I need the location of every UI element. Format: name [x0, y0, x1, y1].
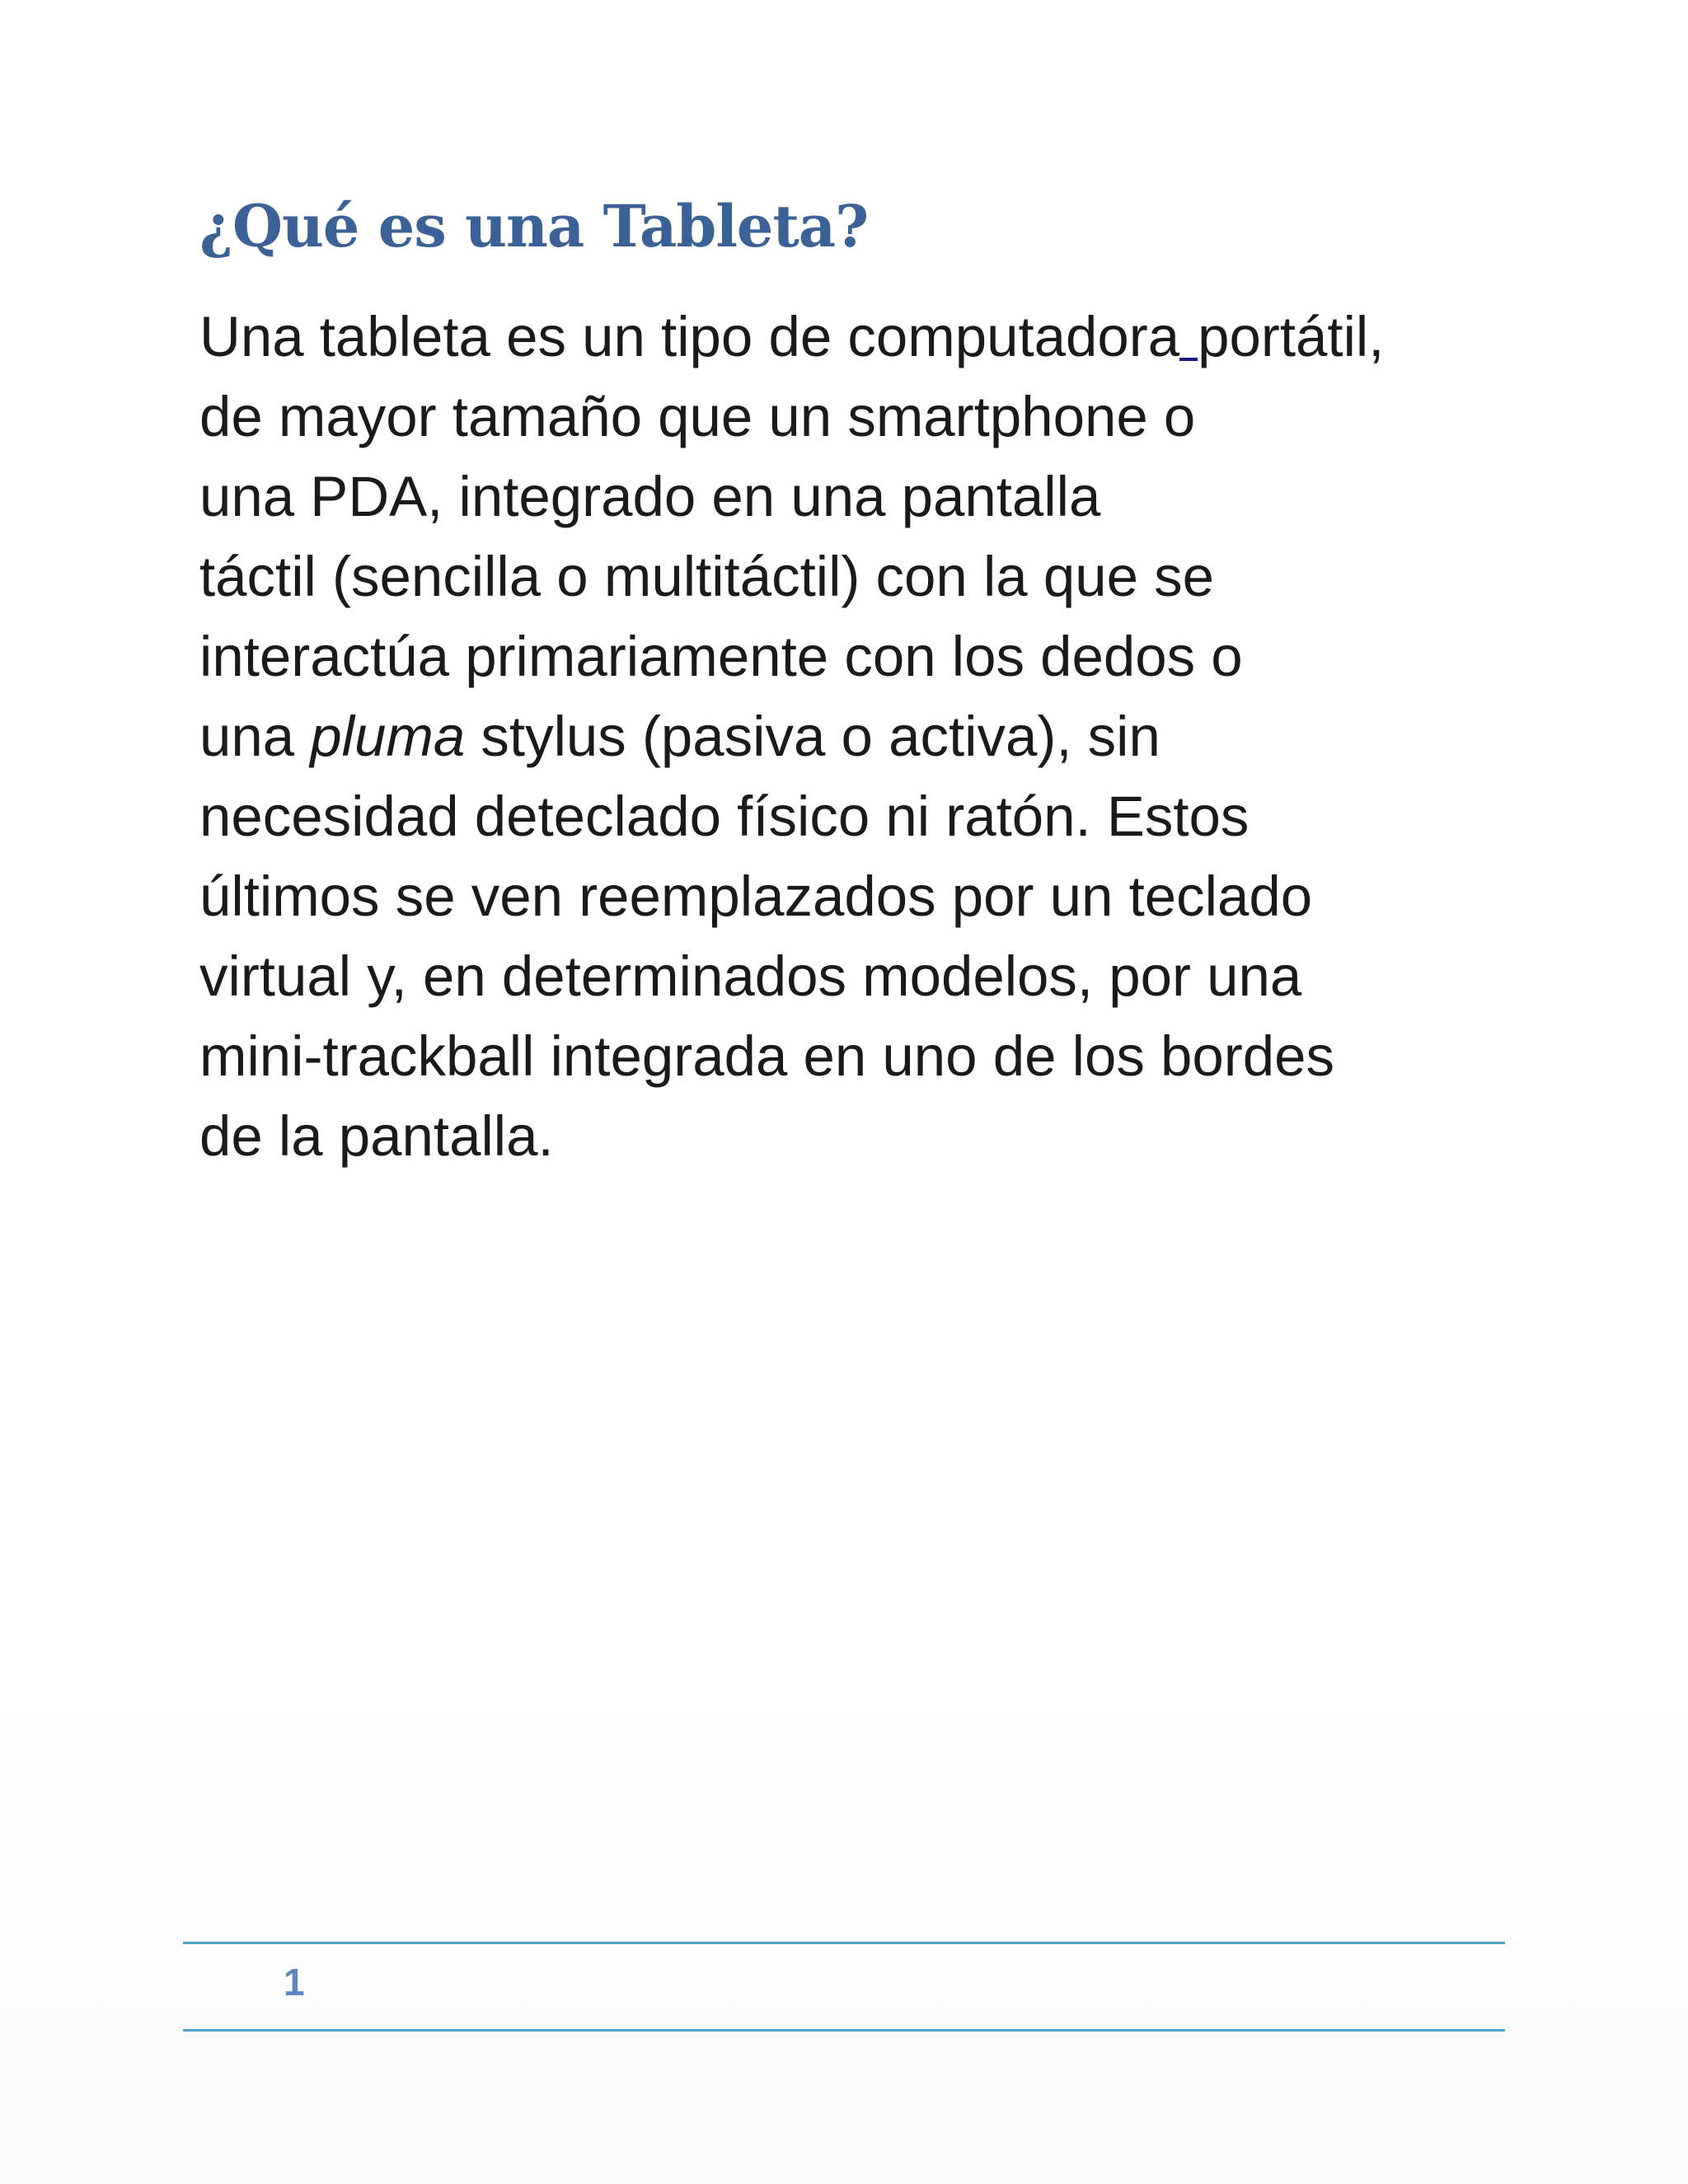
- line-1-text-end: portátil,: [1198, 305, 1385, 368]
- footer-rule-top: [183, 1942, 1505, 1944]
- paragraph-line-8: últimos se ven reemplazados por un teclado: [199, 865, 1313, 928]
- page-background: [0, 1236, 1688, 2184]
- hyperlink-underline[interactable]: [1179, 312, 1198, 361]
- footer-rule-bottom: [183, 2029, 1505, 2032]
- line-6-text-end: stylus (pasiva o activa), sin: [465, 705, 1160, 768]
- line-6-text-start: una: [199, 705, 311, 768]
- paragraph-line-11: de la pantalla.: [199, 1104, 554, 1168]
- paragraph-line-4: táctil (sencilla o multitáctil) con la que se: [199, 545, 1215, 608]
- italic-word-pluma: pluma: [310, 705, 466, 768]
- paragraph-line-3: una PDA, integrado en una pantalla: [199, 465, 1101, 528]
- paragraph-line-10: mini-trackball integrada en uno de los bordes: [199, 1024, 1334, 1088]
- paragraph-line-9: virtual y, en determinados modelos, por una: [199, 944, 1302, 1008]
- paragraph-line-2: de mayor tamaño que un smartphone o: [199, 385, 1196, 448]
- line-1-text-start: Una tableta es un tipo de computadora: [199, 305, 1180, 368]
- paragraph-line-7: necesidad deteclado físico ni ratón. Estos: [199, 785, 1250, 848]
- body-paragraph: [199, 297, 1485, 1176]
- page-number: 1: [284, 1961, 305, 2004]
- paragraph-line-6: [199, 696, 1485, 776]
- page-heading: ¿Qué es una Tableta?: [199, 192, 869, 260]
- paragraph-line-1: [199, 297, 1485, 377]
- paragraph-line-5: interactúa primariamente con los dedos o: [199, 625, 1243, 688]
